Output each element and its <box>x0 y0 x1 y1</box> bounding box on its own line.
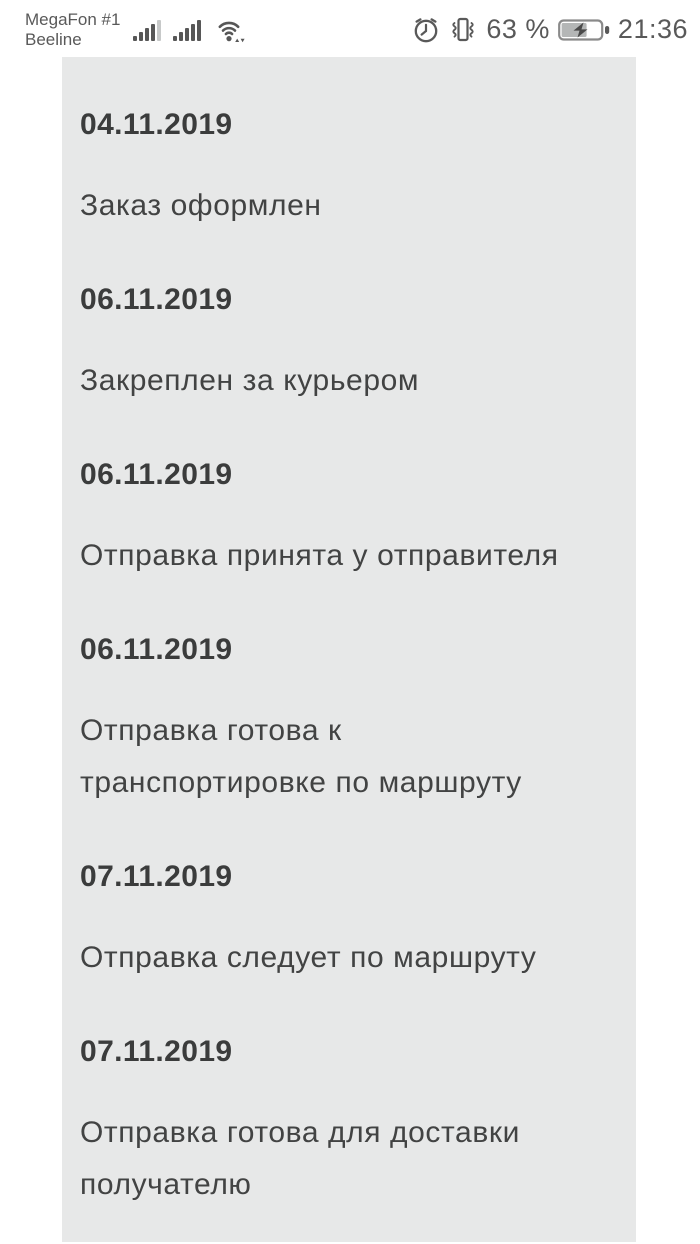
wifi-icon <box>213 18 246 44</box>
clock-time: 21:36 <box>617 14 688 44</box>
battery-percent: 63 % <box>486 14 550 44</box>
event-date: 07.11.2019 <box>80 1035 233 1068</box>
tracking-timeline <box>62 57 636 1242</box>
carrier-names <box>25 8 120 50</box>
status-bar <box>0 0 700 57</box>
vibrate-mode-icon <box>448 16 478 44</box>
event-status: Заказ оформлен <box>80 189 322 222</box>
tracking-event <box>80 860 616 984</box>
tracking-event <box>80 108 616 232</box>
tracking-event <box>80 1035 616 1211</box>
event-status: Отправка готова для доставки получателю <box>80 1116 520 1201</box>
event-date: 04.11.2019 <box>80 108 233 141</box>
tracking-event <box>80 283 616 407</box>
signal-strength-sim2-icon <box>173 19 203 43</box>
alarm-clock-icon <box>412 16 440 44</box>
signal-strength-sim1-icon <box>133 19 163 43</box>
event-status: Отправка принята у отправителя <box>80 539 559 572</box>
event-date: 06.11.2019 <box>80 283 233 316</box>
carrier-sim1-label: MegaFon #1 <box>25 9 121 29</box>
event-status: Закреплен за курьером <box>80 364 420 397</box>
event-date: 07.11.2019 <box>80 860 233 893</box>
event-date: 06.11.2019 <box>80 633 233 666</box>
battery-icon <box>558 17 610 43</box>
event-status: Отправка следует по маршруту <box>80 941 537 974</box>
tracking-event <box>80 458 616 582</box>
event-status: Отправка готова к транспортировке по маршруту <box>80 714 522 799</box>
carrier-sim2-label: Beeline <box>25 29 82 49</box>
tracking-event <box>80 633 616 809</box>
event-date: 06.11.2019 <box>80 458 233 491</box>
